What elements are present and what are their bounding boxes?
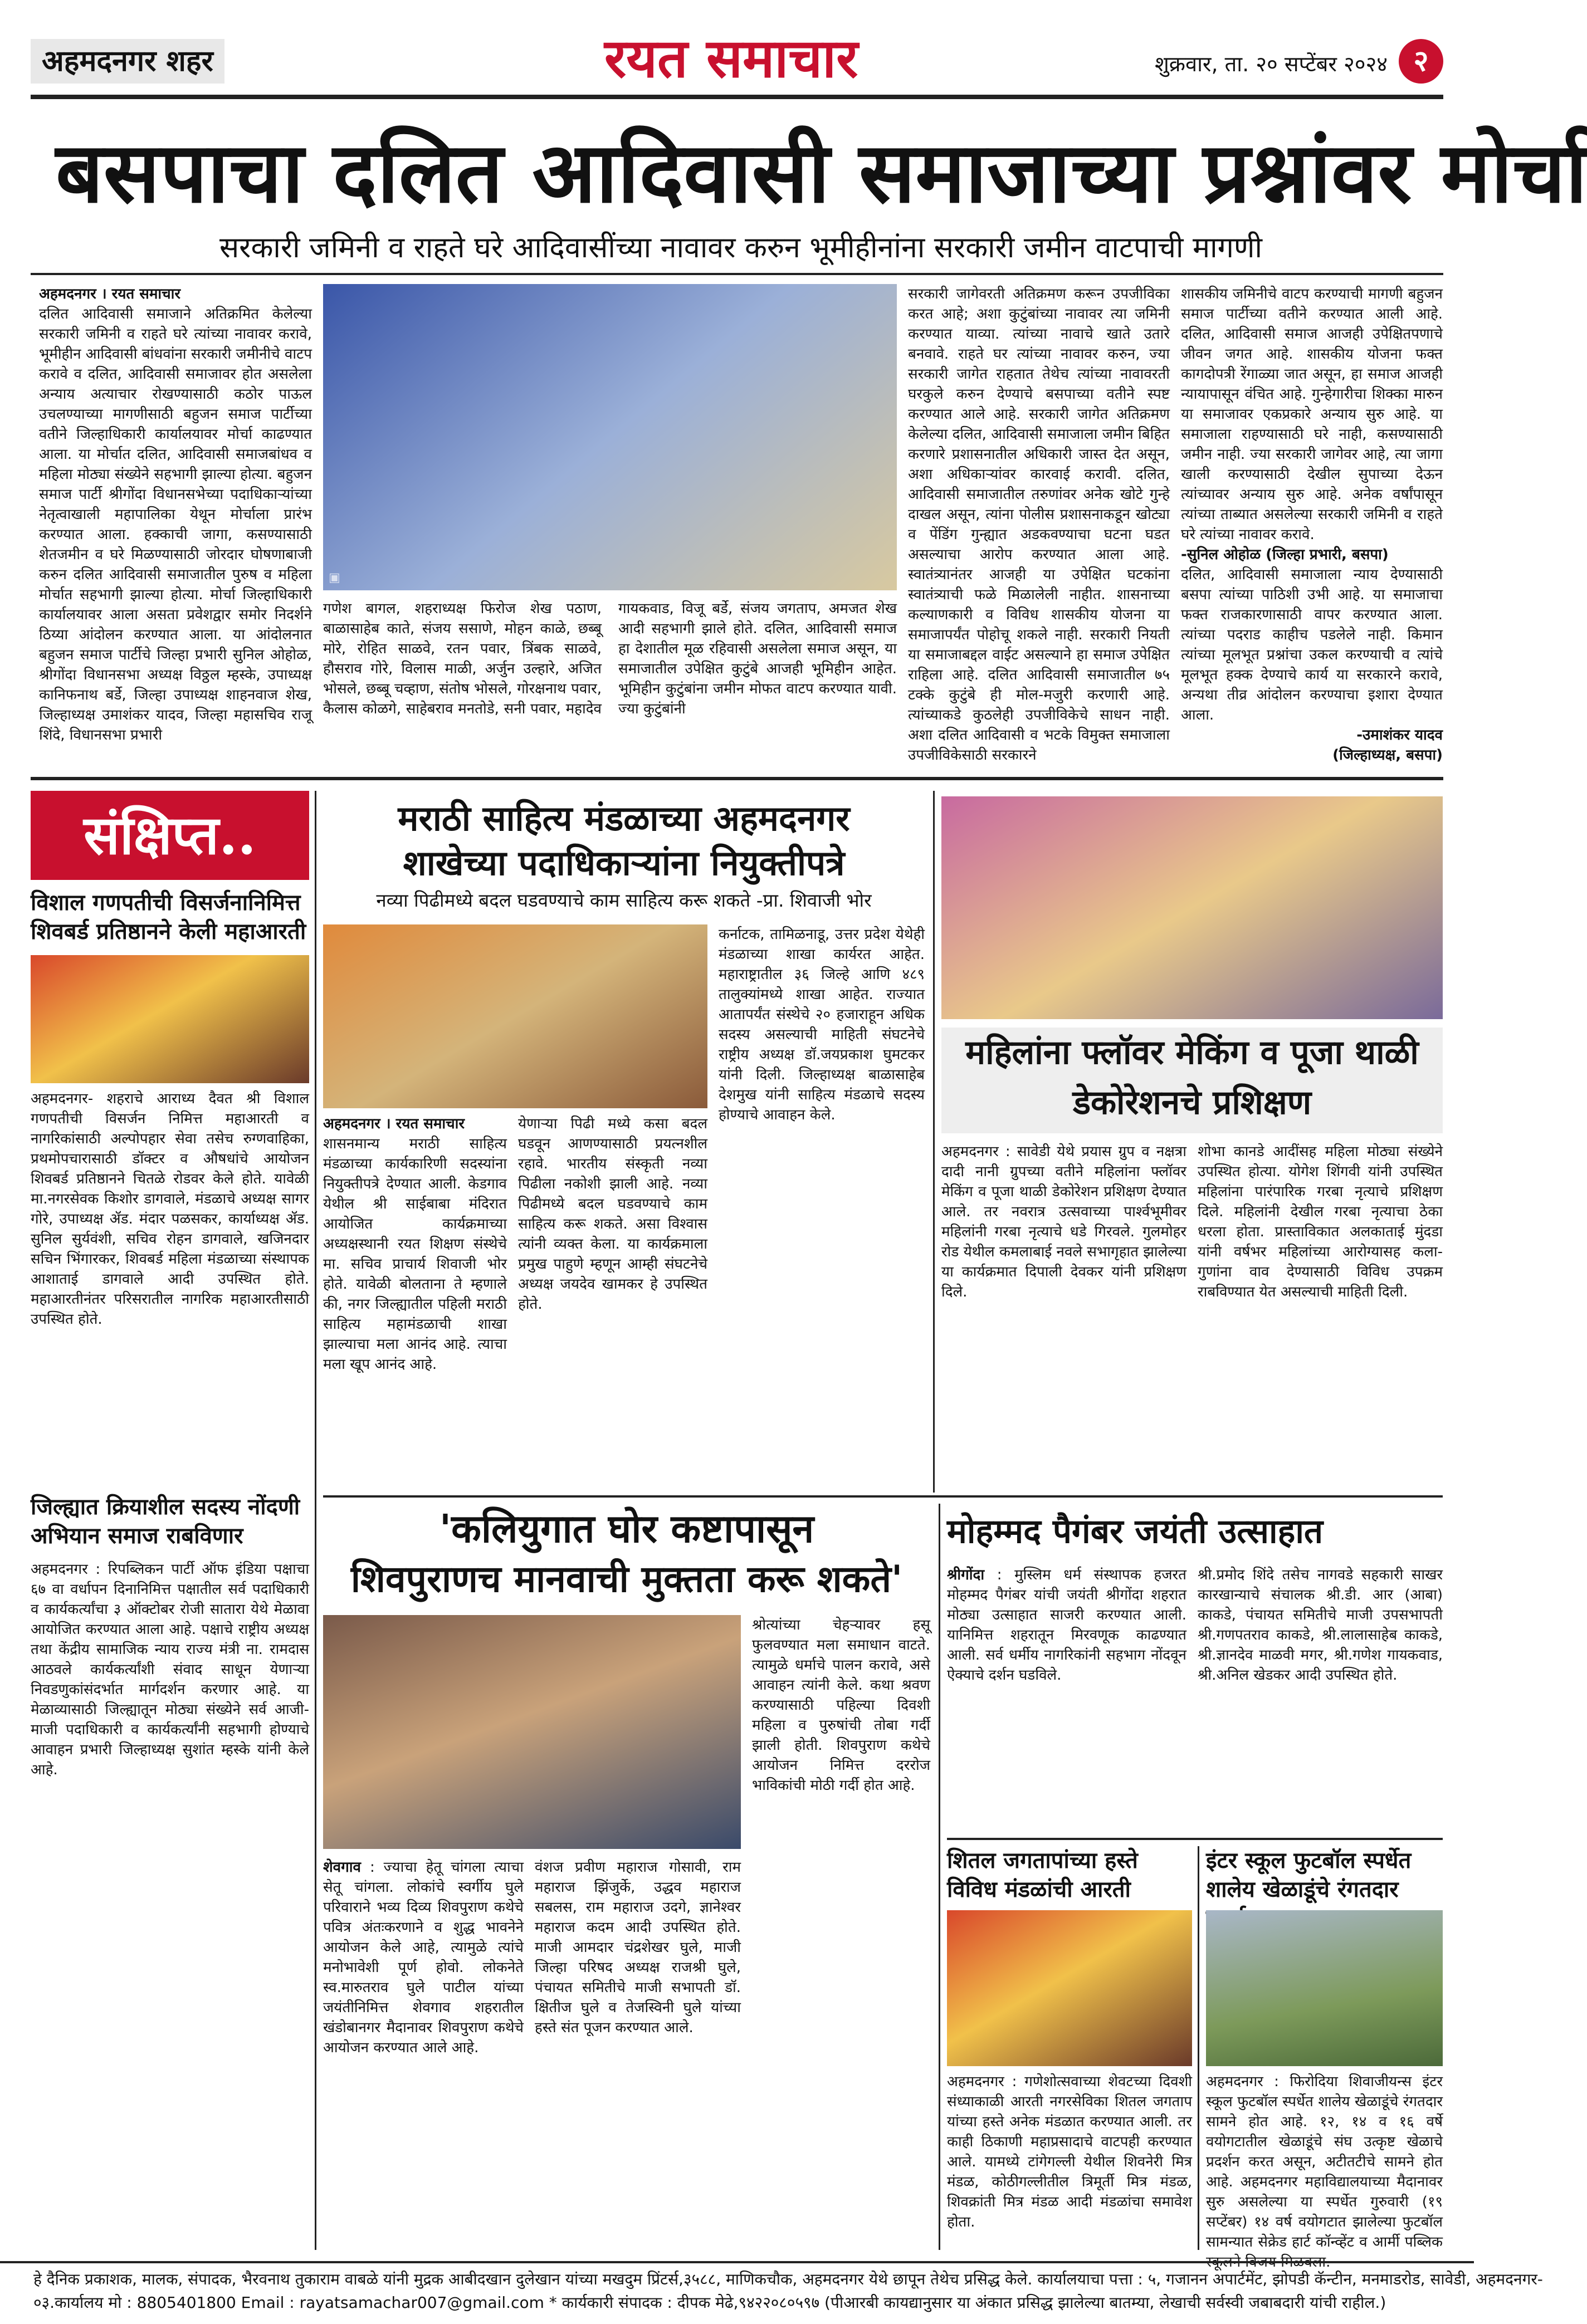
- mohammad-headline: मोहम्मद पैगंबर जयंती उत्साहात: [947, 1512, 1324, 1551]
- brief-text-1: अहमदनगर- शहराचे आराध्य दैवत श्री विशाल गणपतीची विसर्जन निमित्त महाआरती व नागरिकांसाठी अल्पोपहार सेवा तसेच रुग्णवाहिका, प्रथमोपचारासाठी डॉक्टर व औषधांचे आयोजन शिवबर्ड प्रतिष्ठानने चितळे रोडवर केले होते. यावेळी मा.नगरसेवक किशोर डागवाले, मंडळाचे अध्यक्ष सागर गोरे, उपाध्यक्ष ॲड. मंदार पळसकर, कार्याध्यक्ष ॲड. सुनिल सुर्यवंशी, सचिव रोहन डागवाले, खजिनदार सचिन भिंगारकर, शिवबर्ड महिला मंडळाच्या संस्थापक आशाताई डागवाले आदी उपस्थित होते. महाआरतीनंतर परिसरातील नागरिक महाआरतीसाठी उपस्थित होते.: [31, 1090, 309, 1328]
- sahitya-text-1: शासनमान्य मराठी साहित्य मंडळाच्या कार्यकारिणी सदस्यांना नियुक्तीपत्रे देण्यात आली. केडगाव येथील श्री साईबाबा मंदिरात आयोजित कार्यक्रमाच्या अध्यक्षस्थानी रयत शिक्षण संस्थेचे मा. सचिव प्राचार्य शिवाजी भोर होते. यावेळी बोलताना ते म्हणाले की, नगर जिल्ह्यातील पहिली मराठी साहित्य महामंडळाची शाखा झाल्याचा मला आनंद आहे. त्याचा मला खूप आनंद आहे.: [323, 1136, 507, 1373]
- photo-icon: ▣: [329, 571, 340, 585]
- shital-text: अहमदनगर : गणेशोत्सवाच्या शेवटच्या दिवशी संध्याकाळी आरती नगरसेविका शितल जगताप यांच्या हस्ते अनेक मंडळात करण्यात आली. तर काही ठिकाणी महाप्रसादाचे वाटपही करण्यात आले. यामध्ये टांगेगल्ली येथील शिवनेरी मित्र मंडळ, कोठीगल्लीतील त्रिमूर्ती मित्र मंडळ, शिवक्रांती मित्र मंडळ आदी मंडळांचा समावेश होता.: [947, 2073, 1192, 2230]
- main-column-4: [1181, 284, 1443, 769]
- dateline: अहमदनगर । रयत समाचार: [323, 1115, 465, 1132]
- divider: [939, 1504, 940, 2250]
- kaliyug-column-2: वंशज प्रवीण महाराज गोसावी, राम महाराज झिंजुर्के, उद्धव महाराज सबलस, राम महाराज उदगे, ज्ञानेश्वर महाराज कदम आदी उपस्थित होते. माजी आमदार चंद्रशेखर घुले, माजी जिल्हा परिषद अध्यक्ष राजश्री घुले, पंचायत समितीचे माजी सभापती डॉ. क्षितीज घुले व तेजस्विनी घुले यांच्या हस्ते संत पूजन करण्यात आले.: [535, 1859, 741, 2036]
- kaliyug-column-1: शेवगाव : ज्याचा हेतू चांगला त्याचा सेतू चांगला. लोकांचे स्वर्गीय घुले परिवाराने भव्य दिव्य शिवपुराण कथेचे पवित्र अंतःकरणाने व शुद्ध भावनेने आयोजन केले आहे, त्यामुळे त्यांचे मनोभावेशी पूर्ण होवो. लोकनेते स्व.मारुतराव घुले पाटील यांच्या जयंतीनिमित्त शेवगाव शहरातील खंडोबानगर मैदानावर शिवपुराण कथेचे आयोजन करण्यात आले आहे.: [323, 1859, 524, 2056]
- divider: [315, 791, 316, 2250]
- main-headline: बसपाचा दलित आदिवासी समाजाच्या प्रश्नांवर मोर्चा: [56, 124, 1587, 222]
- mahila-column-2: शोभा कानडे आदींसह महिला मोठ्या संख्येने उपस्थित होत्या. योगेश शिंगवी यांनी उपस्थित महिलांना पारंपारिक गरबा नृत्याचे प्रशिक्षण दिले. महिलांनी देखील गरबा नृत्याचा ठेका धरला होता. प्रास्ताविकात अलकाताई मुंदडा यांनी वर्षभर महिलांच्या आरोग्यासह कला-गुणांना वाव देण्यासाठी विविध उपक्रम राबविण्यात येत असल्याची माहिती दिली.: [1198, 1143, 1443, 1300]
- sahitya-headline-2: शाखेच्या पदाधिकाऱ्यांना नियुक्तीपत्रे: [403, 843, 845, 883]
- mahila-headline: महिलांना फ्लॉवर मेकिंग व पूजा थाळी डेकोरेशनचे प्रशिक्षण: [941, 1028, 1443, 1133]
- football-headline: इंटर स्कूल फुटबॉल स्पर्धेत शालेय खेळाडूंचे रंगतदार: [1206, 1848, 1412, 1902]
- imprint-footer: [0, 2261, 1543, 2324]
- dateline: श्रीगोंदा: [947, 1567, 985, 1583]
- sahitya-headline-1: मराठी साहित्य मंडळाच्या अहमदनगर: [398, 798, 850, 839]
- sahitya-column-2: येणाऱ्या पिढी मध्ये कसा बदल घडवून आणण्यासाठी प्रयत्नशील रहावे. भारतीय संस्कृती नव्या पिढीला नकोशी झाली आहे. नव्या पिढीमध्ये बदल घडवण्याचे काम साहित्य करू शकते. असा विश्वास त्यांनी व्यक्त केला. या कार्यक्रमाला प्रमुख पाहुणे म्हणून आम्ही संघटनेचे अध्यक्ष जयदेव खामकर हे उपस्थित होते.: [518, 1115, 707, 1313]
- main-text-4b: दलित, आदिवासी समाजाला न्याय देण्यासाठी बसपा त्यांच्या पाठिशी उभी आहे. या समाजाचा फक्त राजकारणासाठी वापर करण्यात आला. त्यांच्या पदराड काहीच पडलेले नाही. किमान त्यांच्या मूलभूत प्रश्नांचा उकल करण्याची व त्यांचे मूलभूत हक्क देण्याचे कार्य या सरकारने करावे, अन्यथा तीव्र आंदोलन करण्याचा इशारा देण्यात आला.: [1181, 566, 1443, 723]
- issue-date: शुक्रवार, ता. २० सप्टेंबर २०२४: [1154, 52, 1388, 76]
- section-label: अहमदनगर शहर: [31, 39, 224, 84]
- photo-caption-text: गणेश बागल, शहराध्यक्ष फिरोज शेख पठाण, बाळासाहेब काते, संजय ससाणे, मोहन काळे, छब्बू मोरे, रोहित साळवे, रतन पवार, त्रिंबक साळवे, हौसराव गोरे, विलास माळी, अर्जुन उल्हारे, अजित भोसले, छब्बू चव्हाण, संतोष भोसले, गोरक्षनाथ पवार, कैलास कोळगे, साहेबराव मनतोडे, सनी पवार, महादेव गायकवाड, विजू बर्डे, संजय जगताप, अमजत शेख आदी सहभागी झाले होते. दलित, आदिवासी समाज हा देशातील मूळ रहिवासी असलेला समाज असून, या समाजातील उपेक्षित कुटुंबे आजही भूमिहीन आहेत. भूमिहीन कुटुंबांना जमीन मोफत वाटप करण्यात यावी. ज्या कुटुंबांनी: [323, 600, 897, 717]
- football-photo: [1206, 1910, 1443, 2066]
- sahitya-column-1: [323, 1114, 507, 1481]
- mohammad-text-1: मुस्लिम धर्म संस्थापक हजरत मोहम्मद पैगंबर यांची जयंती श्रीगोंदा शहरात मोठ्या उत्साहात साजरी करण्यात आली. यानिमित्त शहरातून मिरवणूक काढण्यात आली. सर्व धर्मीय नागरिकांनी सहभाग नोंदवून ऐक्याचे दर्शन घडविले.: [947, 1567, 1186, 1684]
- mohammad-column-2: श्री.प्रमोद शिंदे तसेच नागवडे सहकारी साखर कारखान्याचे संचालक श्री.डी. आर (आबा) काकडे, पंचायत समितीचे माजी उपसभापती श्री.गणपतराव काकडे, श्री.लालासाहेब काकडे, श्री.ज्ञानदेव माळवी मगर, श्री.गणेश गायकवाड, श्री.अनिल खेडकर आदी उपस्थित होते.: [1198, 1567, 1443, 1684]
- brief-text-2: अहमदनगर : रिपब्लिकन पार्टी ऑफ इंडिया पक्षाचा ६७ वा वर्धापन दिनानिमित्त पक्षातील सर्व पदाधिकारी व कार्यकर्त्यांचा ३ ऑक्टोबर रोजी सातारा येथे मेळावा आयोजित करण्यात आला आहे. पक्षाचे राष्ट्रीय अध्यक्ष तथा केंद्रीय सामाजिक न्याय राज्य मंत्री ना. रामदास आठवले कार्यकर्त्यांशी संवाद साधून येणाऱ्या निवडणुकांसंदर्भात मार्गदर्शन करणार आहे. या मेळाव्यासाठी जिल्ह्यातून मोठ्या संख्येने सर्व आजी-माजी पदाधिकारी व कार्यकर्त्यांनी सहभागी होण्याचे आवाहन प्रभारी जिल्हाध्यक्ष सुशांत म्हस्के यांनी केले आहे.: [31, 1561, 309, 1778]
- dateline: अहमदनगर । रयत समाचार: [39, 286, 181, 302]
- main-subhead: सरकारी जमिनी व राहते घरे आदिवासींच्या नावावर करुन भूमीहीनांना सरकारी जमीन वाटपाची मागणी: [219, 231, 1262, 265]
- kaliyug-headline-2: शिवपुराणच मानवाची मुक्तता करू शकते': [350, 1557, 903, 1601]
- main-text-4: शासकीय जमिनीचे वाटप करण्याची मागणी बहुजन समाज पार्टीच्या वतीने करण्यात आली आहे. दलित, आदिवासी समाज आजही उपेक्षितपणाचे जीवन जगत आहे. शासकीय योजना फक्त कागदोपत्री रेंगाळ्या जात असून, हा समाज आजही न्यायापासून वंचित आहे. गुन्हेगारीचा शिक्का मारुन या समाजावर एकप्रकारे अन्याय सुरु आहे. या समाजाला राहण्यासाठी घरे नाही, कसण्यासाठी जमीन नाही. ज्या सरकारी जागेवर आहे, त्या जागा खाली करण्यासाठी देखील सुपाच्या देऊन त्यांच्यावर अन्याय सुरु आहे. अनेक वर्षांपासून त्यांच्या ताब्यात असलेल्या सरकारी जमिनी व राहते घरे त्यांच्या नावावर करावे.: [1181, 286, 1443, 543]
- rally-photo: [323, 284, 897, 590]
- imprint-line-2: ०३.कार्यालय मो : 8805401800 Email : rayatsamachar007@gmail.com * कार्यकारी संपादक : दीपक मेढे,९४२२०८०५९७ (पीआरबी कायद्यानुसार या अंकात प्रसिद्ध झालेल्या बातम्या, लेखाची सर्वस्वी जबाबदारी यांची राहील.): [33, 2293, 1386, 2312]
- divider: [947, 1838, 1443, 1840]
- signature-1: -सुनिल ओहोळ (जिल्हा प्रभारी, बसपा): [1181, 546, 1389, 563]
- brief-headline-1: विशाल गणपतीची विसर्जनानिमित्त शिवबर्ड प्रतिष्ठानने केली महाआरती: [31, 890, 306, 945]
- brief-title: संक्षिप्त..: [31, 791, 309, 880]
- kaliyug-text-1: ज्याचा हेतू चांगला त्याचा सेतू चांगला. लोकांचे स्वर्गीय घुले परिवाराने भव्य दिव्य शिवपुराण कथेचे पवित्र अंतःकरणाने व शुद्ध भावनेने आयोजन केले आहे, त्यामुळे त्यांचे मनोभावेशी पूर्ण होवो. लोकनेते स्व.मारुतराव घुले पाटील यांच्या जयंतीनिमित्त शेवगाव शहरातील खंडोबानगर मैदानावर शिवपुराण कथेचे आयोजन करण्यात आले आहे.: [323, 1859, 524, 2056]
- signature-2: -उमाशंकर यादव: [1356, 727, 1443, 743]
- divider: [933, 791, 935, 1493]
- divider: [323, 1495, 1443, 1498]
- shital-photo: [947, 1910, 1192, 2066]
- imprint-line-1: हे दैनिक प्रकाशक, मालक, संपादक, भैरवनाथ तुकाराम वाबळे यांनी मुद्रक आबीदखान दुलेखान यांच्या मखदुम प्रिंटर्स,३५८८, माणिकचौक, अहमदनगर येथे छापून तेथेच प्रसिद्ध केले. कार्यालयाचा पत्ता : ५, गजानन अपार्टमेंट, झोपडी कॅन्टीन, मनमाडरोड, सावेडी, अहमदनगर-: [33, 2270, 1543, 2288]
- shital-headline: शितल जगतापांच्या हस्ते विविध मंडळांची आरती: [947, 1848, 1138, 1902]
- workshop-photo: [941, 796, 1443, 1019]
- sahitya-column-3: कर्नाटक, तामिळनाडू, उत्तर प्रदेश येथेही मंडळाच्या शाखा कार्यरत आहेत. महाराष्ट्रातील ३६ जिल्हे आणि ४८९ तालुक्यांमध्ये शाखा आहेत. राज्यात आतापर्यंत संस्थेचे २० हजाराहून अधिक सदस्य असल्याची माहिती संघटनेचे राष्ट्रीय अध्यक्ष डॉ.जयप्रकाश घुमटकर यांनी दिली. जिल्हाध्यक्ष बाळासाहेब देशमुख यांनी साहित्य मंडळाचे सदस्य होण्याचे आवाहन केले.: [719, 926, 925, 1123]
- mahila-column-1: अहमदनगर : सावेडी येथे प्रयास ग्रुप व नक्षत्रा दादी नानी ग्रुपच्या वतीने महिलांना फ्लॉवर मेकिंग व पूजा थाळी डेकोरेशन प्रशिक्षण देण्यात आले. तर नवरात्र उत्सवाच्या पार्श्वभूमीवर महिलांनी गरबा नृत्याचे धडे गिरवले. गुलमोहर रोड येथील कमलाबाई नवले सभागृहात झालेल्या या कार्यक्रमात दिपाली देवकर यांनी प्रशिक्षण दिले.: [941, 1143, 1186, 1300]
- divider: [1198, 1846, 1199, 2250]
- football-text: अहमदनगर : फिरोदिया शिवाजीयन्स इंटर स्कूल फुटबॉल स्पर्धेत शालेय खेळाडूंचे रंगतदार सामने होत आहे. १२, १४ व १६ वर्षे वयोगटातील खेळाडूंचे संघ उत्कृष्ट खेळाचे प्रदर्शन करत असून, अटीतटीचे सामने होत आहे. अहमदनगर महाविद्यालयाच्या मैदानावर सुरु असलेल्या या स्पर्धेत गुरुवारी (१९ सप्टेंबर) १४ वर्ष वयोगटात झालेल्या फुटबॉल सामन्यात सेक्रेड हार्ट कॉन्व्हेंट व आर्मी पब्लिक स्कूलने विजय मिळवला.: [1206, 2073, 1443, 2271]
- shivpuran-photo: [323, 1615, 741, 1849]
- masthead-bar: [31, 22, 1443, 99]
- aarti-photo: [31, 955, 309, 1083]
- page-number: २: [1399, 39, 1443, 84]
- main-text-1: दलित आदिवासी समाजाने अतिक्रमित केलेल्या सरकारी जमिनी व राहते घरे त्यांच्या नावावर करावे, भूमीहीन आदिवासी बांधवांना सरकारी जमीनीचे वाटप करावे व दलित, आदिवासी समाजावर होत असलेला अन्याय अत्याचार रोखण्यासाठी कठोर पाऊल उचलण्याच्या मागणीसाठी बहुजन समाज पार्टीच्या वतीने जिल्हाधिकारी कार्यालयावर मोर्चा काढण्यात आला. या मोर्चात दलित, आदिवासी समाजबांधव व महिला मोठ्या संख्येने सहभागी झाल्या होत्या. बहुजन समाज पार्टी श्रीगोंदा विधानसभेच्या पदाधिकाऱ्यांच्या नेतृत्वाखाली महापालिका येथून मोर्चाला प्रारंभ करण्यात आला. हक्काची जागा, कसण्यासाठी शेतजमीन व घरे मिळण्यासाठी जोरदार घोषणाबाजी करुन दलित आदिवासी समाजातील पुरुष व महिला मोर्चात सहभागी झाल्या होत्या. मोर्चा जिल्हाधिकारी कार्यालयावर आला असता प्रवेशद्वार समोर निदर्शने ठिय्या आंदोलन करण्यात आला. या आंदोलनात बहुजन समाज पार्टीचे जिल्हा प्रभारी सुनिल ओहोळ, श्रीगोंदा विधानसभा अध्यक्ष विठ्ठल म्हस्के, उपाध्यक्ष कानिफनाथ बर्डे, जिल्हा उपाध्यक्ष शाहनवाज शेख, जिल्हाध्यक्ष उमाशंकर यादव, जिल्हा महासचिव राजू शिंदे, विधानसभा प्रभारी: [39, 306, 312, 743]
- main-column-3: सरकारी जागेवरती अतिक्रमण करून उपजीविका करत आहे; अशा कुटुंबांच्या नावावर त्या जमिनी करण्यात याव्या. त्यांच्या नावाचे खाते उतारे बनवावे. राहते घर त्यांच्या नावावर करुन, ज्या सरकारी जागेत राहतात तेथेच त्यांच्या नावावरती घरकुले करुन देण्याचे बसपाच्या वतीने स्पष्ट करण्यात आले आहे. सरकारी जागेत अतिक्रमण केलेल्या दलित, आदिवासी समाजाला जमीन बिहित करणारे प्रशासनातील अधिकारी जास्त देत असून, अशा अधिकाऱ्यांवर कारवाई करावी. दलित, आदिवासी समाजातील तरुणांवर अनेक खोटे गुन्हे दाखल असून, त्यांना पोलीस प्रशासनाकडून खोट्या व पेंडिंग गुन्ह्यात अडकवण्याचा घटना घडत असल्याचा आरोप करण्यात आला आहे. स्वातंत्र्यानंतर आजही या उपेक्षित घटकांना स्वातंत्र्याची फळे मिळालेली नाहीत. शासनाच्या कल्याणकारी व विविध शासकीय योजना या समाजापर्यंत पोहोचू शकले नाही. सरकारी नियती या समाजाबद्दल वाईट असल्याने हा समाज उपेक्षित राहिला आहे. दलित आदिवासी समाजातील ७५ टक्के कुटुंबे ही मोल-मजुरी करणारी आहे. त्यांच्याकडे कुठलेही उपजीविकेचे साधन नाही. अशा दलित आदिवासी व भटके विमुक्त समाजाला उपजीविकेसाठी सरकारने: [908, 286, 1170, 764]
- brief-headline-2: जिल्ह्यात क्रियाशील सदस्य नोंदणी अभियान समाज राबविणार: [31, 1494, 300, 1549]
- newspaper-title: रयत समाचार: [604, 27, 858, 90]
- kaliyug-headline-1: 'कलियुगात घोर कष्टापासून: [439, 1505, 814, 1552]
- signature-2-role: (जिल्हाध्यक्ष, बसपा): [1332, 747, 1443, 764]
- divider: [31, 777, 1443, 780]
- sahitya-subhead: नव्या पिढीमध्ये बदल घडवण्याचे काम साहित्य करू शकते -प्रा. शिवाजी भोर: [376, 889, 872, 911]
- divider: [31, 273, 1443, 275]
- main-column-1: [39, 284, 312, 769]
- kaliyug-column-3: श्रोत्यांच्या चेहऱ्यावर हसू फुलवण्यात मला समाधान वाटते. त्यामुळे धर्माचे पालन करावे, असे आवाहन त्यांनी केले. कथा श्रवण करण्यासाठी पहिल्या दिवशी महिला व पुरुषांची तोबा गर्दी झाली होती. शिवपुराण कथेचे आयोजन निमित्त दररोज भाविकांची मोठी गर्दी होत आहे.: [752, 1617, 930, 1794]
- dateline: शेवगाव: [323, 1859, 361, 1876]
- sahitya-photo: [323, 924, 707, 1108]
- mohammad-column-1: श्रीगोंदा : मुस्लिम धर्म संस्थापक हजरत मोहम्मद पैगंबर यांची जयंती श्रीगोंदा शहरात मोठ्या उत्साहात साजरी करण्यात आली. यानिमित्त शहरातून मिरवणूक काढण्यात आली. सर्व धर्मीय नागरिकांनी सहभाग नोंदवून ऐक्याचे दर्शन घडविले.: [947, 1567, 1186, 1684]
